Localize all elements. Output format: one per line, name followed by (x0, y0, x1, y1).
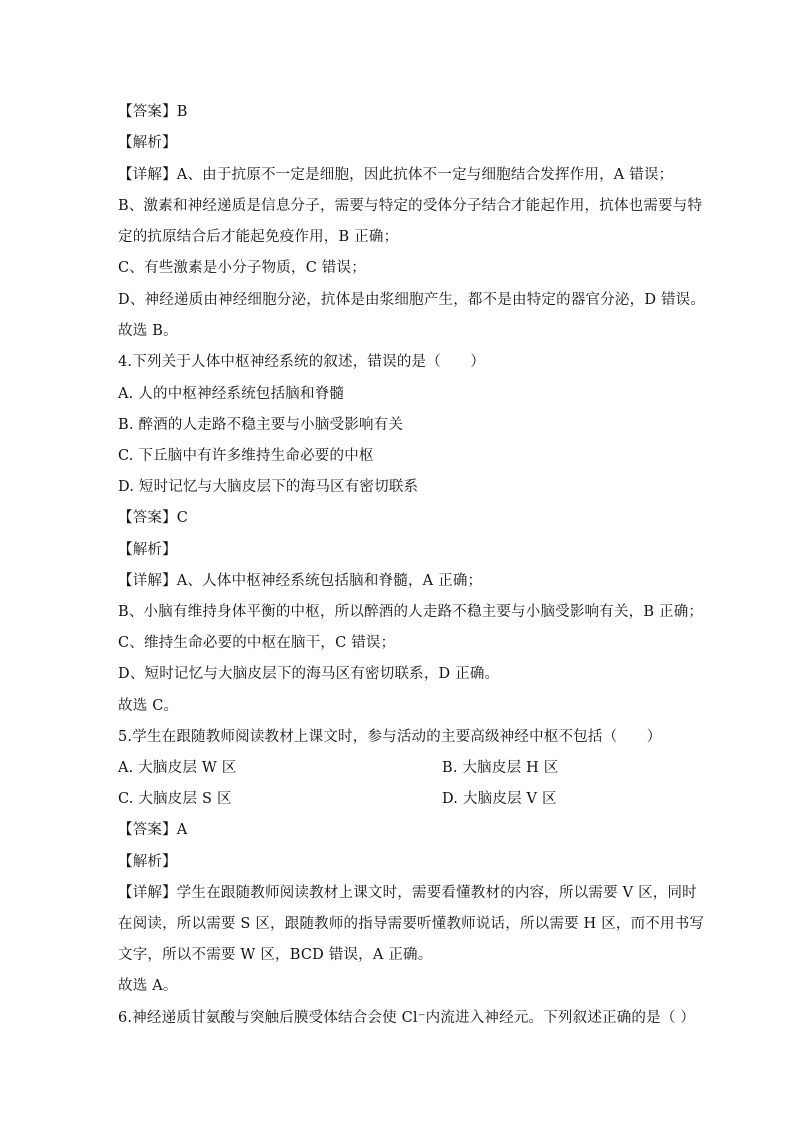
option-d: D. 大脑皮层 V 区 (442, 791, 557, 807)
answer-label: 【答案】C (118, 510, 189, 526)
detail-line: C、有些激素是小分子物质，C 错误； (118, 260, 366, 276)
answer-label: 【答案】B (118, 104, 188, 120)
detail-line: 定的抗原结合后才能起免疫作用，B 正确； (118, 229, 399, 245)
answer-label: 【答案】A (118, 822, 188, 838)
analysis-label: 【解析】 (118, 135, 177, 151)
detail-line: 【详解】A、人体中枢神经系统包括脑和脊髓，A 正确； (118, 573, 483, 589)
option-c: C. 大脑皮层 S 区 (118, 791, 232, 807)
detail-line: D、神经递质由神经细胞分泌，抗体是由浆细胞产生，都不是由特定的器官分泌，D 错误。 (118, 292, 706, 308)
detail-line: 【详解】A、由于抗原不一定是细胞，因此抗体不一定与细胞结合发挥作用，A 错误； (118, 167, 674, 183)
detail-line: B、小脑有维持身体平衡的中枢，所以醉酒的人走路不稳主要与小脑受影响有关，B 正确； (118, 604, 704, 620)
detail-line: B、激素和神经递质是信息分子，需要与特定的受体分子结合才能起作用，抗体也需要与特 (118, 198, 703, 214)
analysis-label: 【解析】 (118, 542, 177, 558)
option-a: A. 大脑皮层 W 区 (118, 760, 237, 776)
question-4: 4.下列关于人体中枢神经系统的叙述，错误的是（ ） (118, 354, 486, 370)
question-5: 5.学生在跟随教师阅读教材上课文时，参与活动的主要高级神经中枢不包括（ ） (118, 729, 662, 745)
option-d: D. 短时记忆与大脑皮层下的海马区有密切联系 (118, 479, 419, 495)
detail-line: D、短时记忆与大脑皮层下的海马区有密切联系，D 正确。 (118, 666, 500, 682)
option-b: B. 醉酒的人走路不稳主要与小脑受影响有关 (118, 417, 404, 433)
detail-line: 文字，所以不需要 W 区，BCD 错误，A 正确。 (118, 947, 433, 963)
conclusion-line: 故选 B。 (118, 323, 178, 339)
conclusion-line: 故选 C。 (118, 698, 179, 714)
option-a: A. 人的中枢神经系统包括脑和脊髓 (118, 386, 345, 402)
detail-line: C、维持生命必要的中枢在脑干，C 错误； (118, 635, 396, 651)
analysis-label: 【解析】 (118, 854, 177, 870)
option-b: B. 大脑皮层 H 区 (442, 760, 559, 776)
option-c: C. 下丘脑中有许多维持生命必要的中枢 (118, 448, 374, 464)
detail-line: 【详解】学生在跟随教师阅读教材上课文时，需要看懂教材的内容，所以需要 V 区，同时 (118, 885, 697, 901)
question-6: 6.神经递质甘氨酸与突触后膜受体结合会使 Cl⁻内流进入神经元。下列叙述正确的是（ ） (118, 1010, 696, 1026)
conclusion-line: 故选 A。 (118, 978, 178, 994)
detail-line: 在阅读，所以需要 S 区，跟随教师的指导需要听懂教师说话，所以需要 H 区，而不用书写 (118, 916, 705, 932)
